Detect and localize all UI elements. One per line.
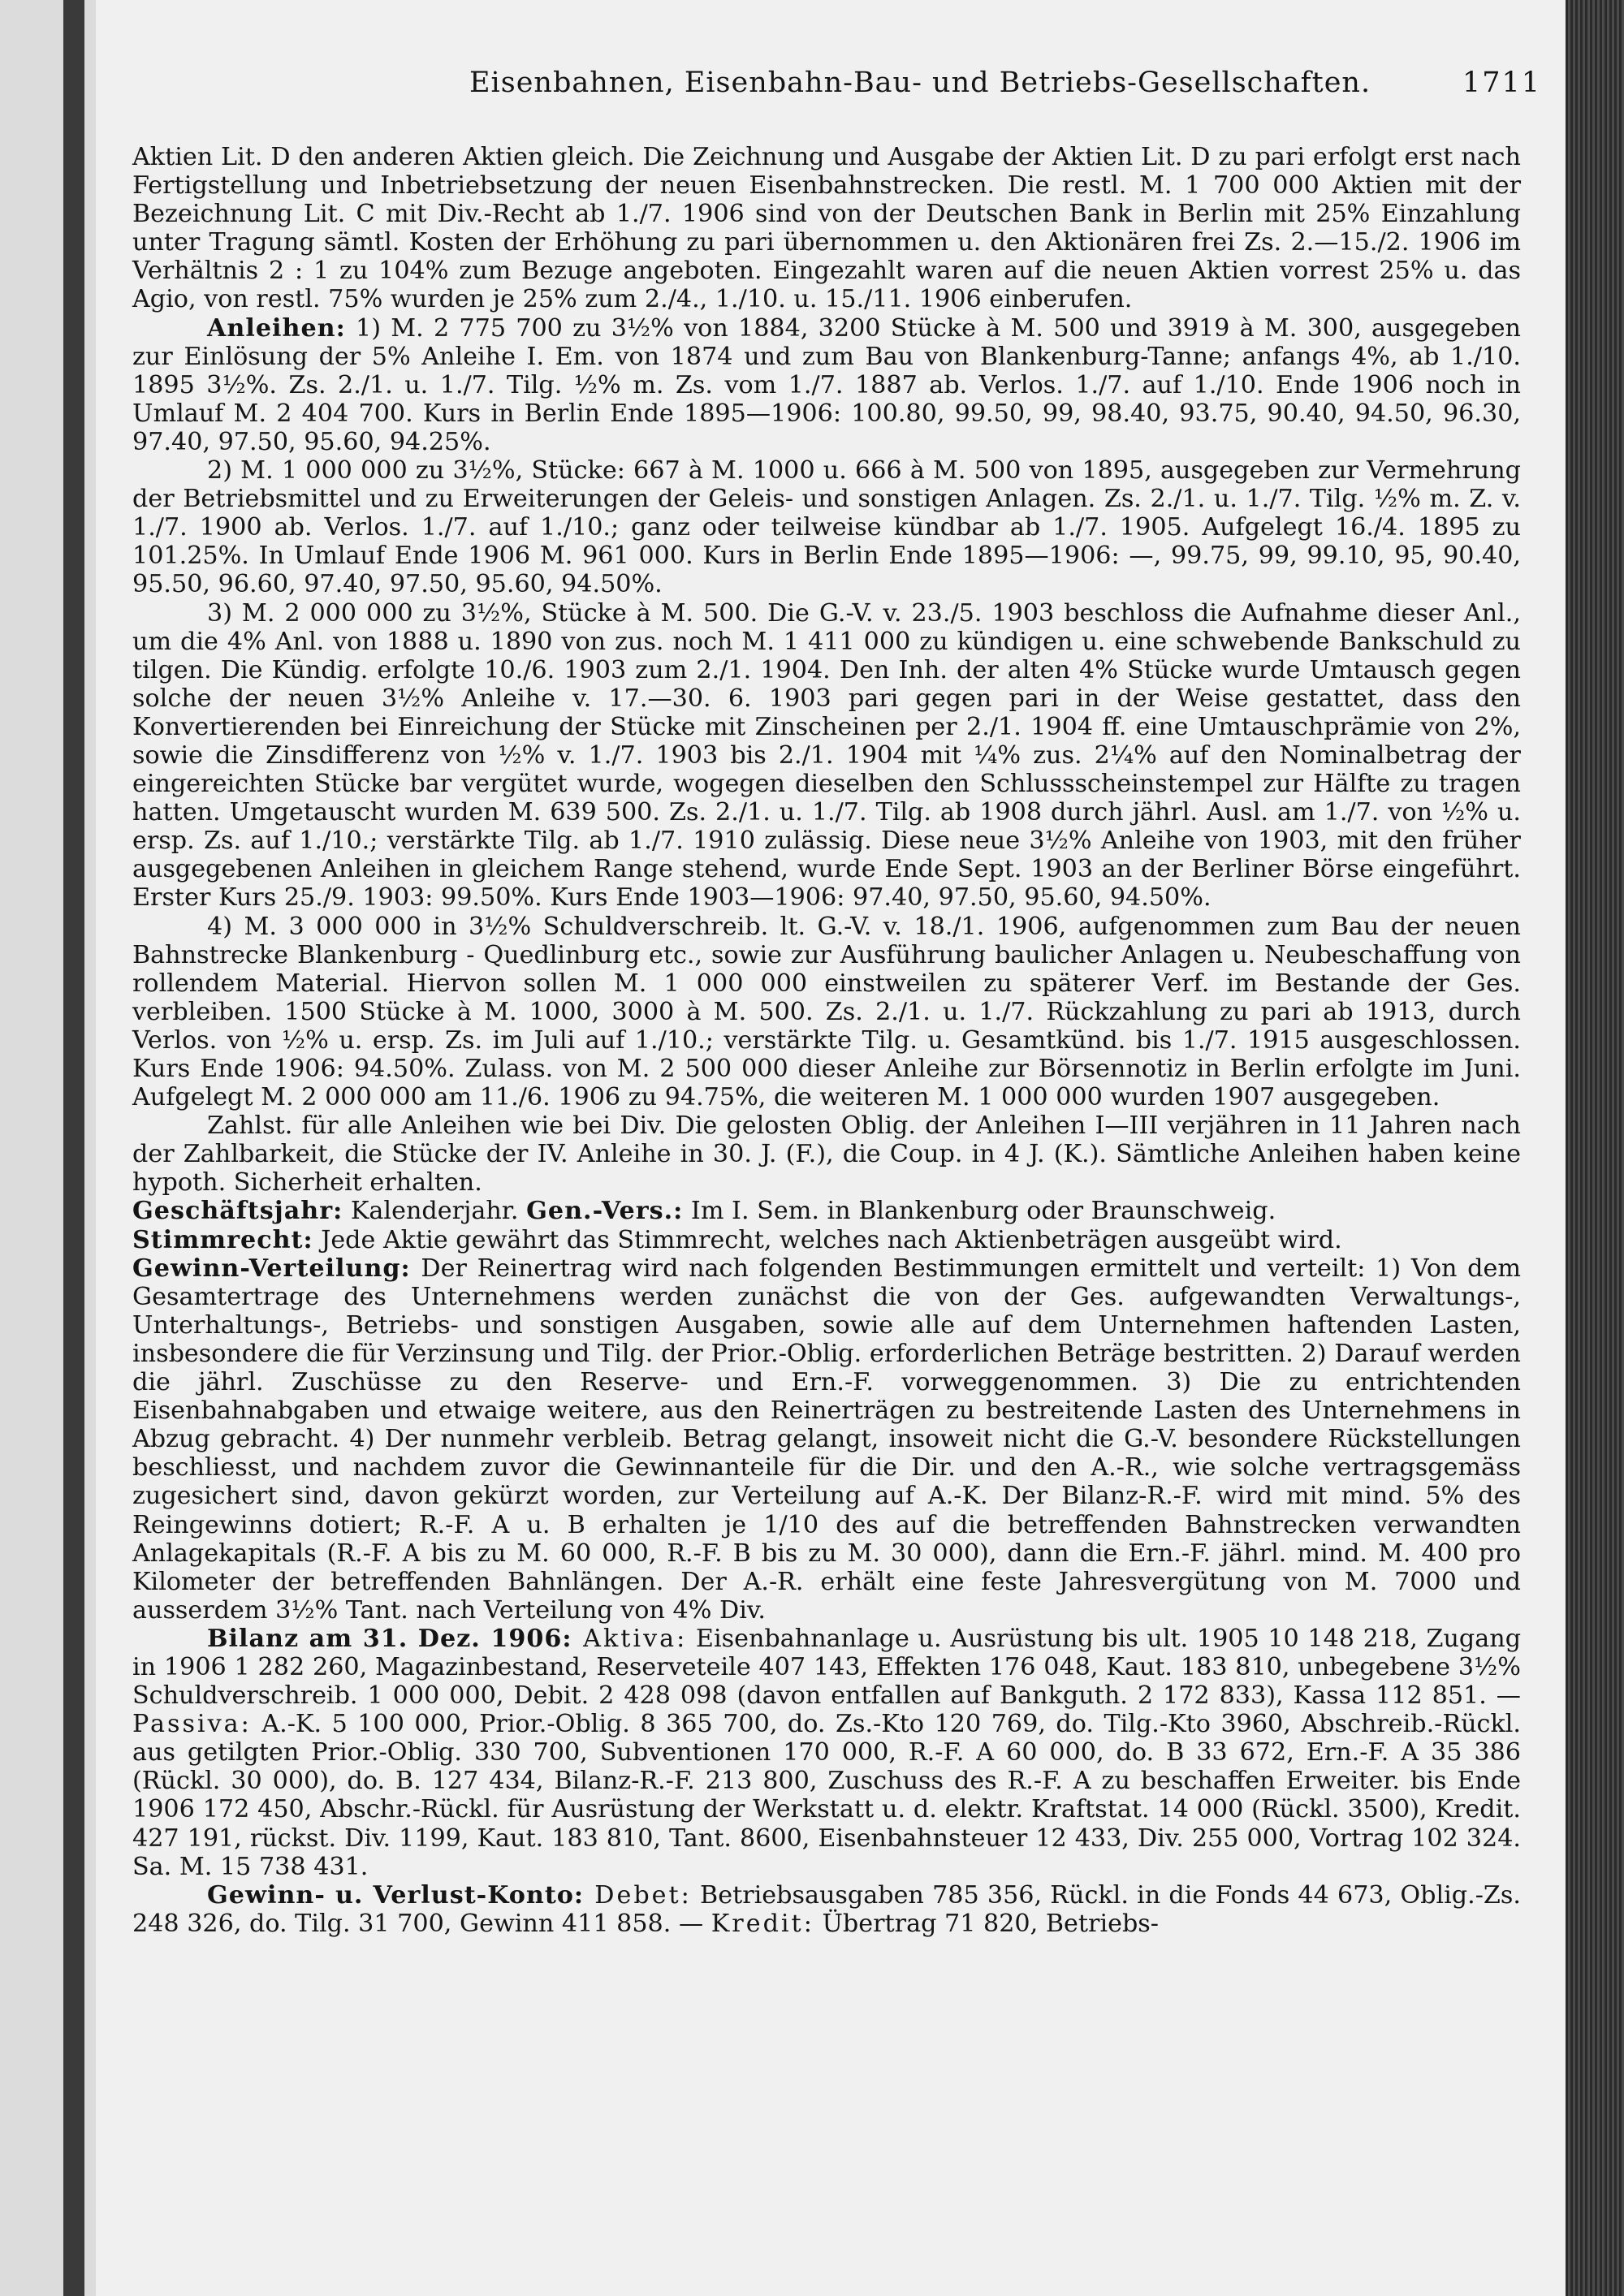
paragraph-stimmrecht — [132, 1226, 1521, 1254]
paragraph-anleihen-4: 4) M. 3 000 000 in 3½% Schuldverschreib. lt. G.-V. v. 18./1. 1906, aufgenommen zum Bau der neuen Bahnstrecke Blankenburg - Quedlinburg etc., sowie zur Ausführung baulicher Anlagen u. Neubeschaffung von rollendem Material. Hiervon sollen M. 1 000 000 einstweilen zu späterer Verf. im Bestande der Ges. verbleiben. 1500 Stücke à M. 1000, 3000 à M. 500. Zs. 2./1. u. 1./7. Rückzahlung zu pari ab 1913, durch Verlos. von ½% u. ersp. Zs. im Juli auf 1./10.; verstärkte Tilg. u. Gesamtkünd. bis 1./7. 1915 ausgeschlossen. Kurs Ende 1906: 94.50%. Zulass. von M. 2 500 000 dieser Anleihe zur Börsennotiz in Berlin erfolgte im Juni. Aufgelegt M. 2 000 000 am 11./6. 1906 zu 94.75%, die weiteren M. 1 000 000 wurden 1907 ausgegeben. — [132, 912, 1521, 1112]
label-kredit: Kredit: — [710, 1909, 814, 1938]
label-debet: Debet: — [584, 1880, 692, 1910]
paragraph-zahlstellen: Zahlst. für alle Anleihen wie bei Div. Die gelosten Oblig. der Anleihen I—III verjähren in 11 Jahren nach der Zahlbarkeit, die Stücke der IV. Anleihe in 30. J. (F.), die Coup. in 4 J. (K.). Sämtliche Anleihen haben keine hypoth. Sicherheit erhalten. — [132, 1111, 1521, 1198]
paragraph-aktien: Aktien Lit. D den anderen Aktien gleich. Die Zeichnung und Ausgabe der Aktien Lit. D zu pari erfolgt erst nach Fertigstellung und Inbetriebsetzung der neuen Eisenbahnstrecken. Die restl. M. 1 700 000 Aktien mit der Bezeichnung Lit. C mit Div.-Recht ab 1./7. 1906 sind von der Deutschen Bank in Berlin mit 25% Einzahlung unter Tragung sämtl. Kosten der Erhöhung zu pari übernommen u. den Aktionären frei Zs. 2.—15./2. 1906 im Verhältnis 2 : 1 zu 104% zum Bezuge angeboten. Eingezahlt waren auf die neuen Aktien vorrest 25% u. das Agio, von restl. 75% wurden je 25% zum 2./4., 1./10. u. 15./11. 1906 einberufen. — [132, 143, 1521, 314]
paragraph-gewinn-verteilung — [132, 1254, 1521, 1625]
stimmrecht-text: Jede Aktie gewährt das Stimmrecht, welches nach Aktienbeträgen ausgeübt wird. — [313, 1225, 1342, 1254]
kredit-text: Übertrag 71 820, Betriebs- — [814, 1909, 1159, 1938]
debet-text: Betriebsausgaben 785 356, Rückl. in die Fonds 44 673, Oblig.-Zs. 248 326, do. Tilg. 31 700, Gewinn 411 858. — — [132, 1880, 1521, 1938]
label-aktiva: Aktiva: — [572, 1624, 688, 1653]
paragraph-gewinn-verlust — [132, 1881, 1521, 1938]
body-text — [132, 143, 1521, 1938]
right-page-edge — [1566, 0, 1624, 2296]
label-gewinn-verlust-konto: Gewinn- u. Verlust-Konto: — [207, 1880, 585, 1910]
label-gen-vers: Gen.-Vers.: — [526, 1197, 684, 1226]
label-passiva: Passiva: — [132, 1710, 252, 1739]
anleihen-1-text: 1) M. 2 775 700 zu 3½% von 1884, 3200 Stücke à M. 500 und 3919 à M. 300, ausgegeben zur Einlösung der 5% Anleihe I. Em. von 1874 und zum Bau von Blankenburg-Tanne; anfangs 4%, ab 1./10. 1895 3½%. Zs. 2./1. u. 1./7. Tilg. ½% m. Zs. vom 1./7. 1887 ab. Verlos. 1./7. auf 1./10. Ende 1906 noch in Umlauf M. 2 404 700. Kurs in Berlin Ende 1895—1906: 100.80, 99.50, 99, 98.40, 93.75, 90.40, 94.50, 96.30, 97.40, 97.50, 95.60, 94.25%. — [132, 313, 1521, 456]
paragraph-bilanz — [132, 1625, 1521, 1881]
label-stimmrecht: Stimmrecht: — [132, 1225, 313, 1254]
paragraph-anleihen-1 — [132, 314, 1521, 456]
gewinn-verteilung-text: Der Reinertrag wird nach folgenden Bestimmungen ermittelt und verteilt: 1) Von dem Gesamtertrage des Unternehmens werden zunächst die von der Ges. aufgewandten Verwaltungs-, Unterhaltungs-, Betriebs- und sonstigen Ausgaben, sowie alle auf dem Unternehmen haftenden Lasten, insbesondere die für Verzinsung und Tilg. der Prior.-Oblig. erforderlichen Beträge bestritten. 2) Darauf werden die jährl. Zuschüsse zu den Reserve- und Ern.-F. vorweggenommen. 3) Die zu entrichtenden Eisenbahnabgaben und etwaige weitere, aus den Reinerträgen zu bestreitende Lasten des Unternehmens in Abzug gebracht. 4) Der nunmehr verbleib. Betrag gelangt, insoweit nicht die G.-V. besondere Rückstellungen beschliesst, und nachdem zuvor die Gewinnanteile für die Dir. und den A.-R., wie solche vertragsgemäss zugesichert sind, davon gekürzt worden, zur Verteilung auf A.-K. Der Bilanz-R.-F. wird mit mind. 5% des Reingewinns dotiert; R.-F. A u. B erhalten je 1/10 des auf die betreffenden Bahnstrecken verwandten Anlagekapitals (R.-F. A bis zu M. 60 000, R.-F. B bis zu M. 30 000), dann die Ern.-F. jährl. mind. M. 400 pro Kilometer der betreffenden Bahnlängen. Der A.-R. erhält eine feste Jahresvergütung von M. 7000 und ausserdem 3½% Tant. nach Verteilung von 4% Div. — [132, 1254, 1521, 1625]
paragraph-anleihen-3: 3) M. 2 000 000 zu 3½%, Stücke à M. 500. Die G.-V. v. 23./5. 1903 beschloss die Aufnahme dieser Anl., um die 4% Anl. von 1888 u. 1890 von zus. noch M. 1 411 000 zu kündigen u. eine schwebende Bankschuld zu tilgen. Die Kündig. erfolgte 10./6. 1903 zum 2./1. 1904. Den Inh. der alten 4% Stücke wurde Umtausch gegen solche der neuen 3½% Anleihe v. 17.—30. 6. 1903 pari gegen pari in der Weise gestattet, dass den Konvertierenden bei Einreichung der Stücke mit Zinscheinen per 2./1. 1904 ff. eine Umtauschprämie von 2%, sowie die Zinsdifferenz von ½% v. 1./7. 1903 bis 2./1. 1904 mit ¼% zus. 2¼% auf den Nominalbetrag der eingereichten Stücke bar vergütet wurde, wogegen dieselben den Schlussscheinstempel zur Hälfte zu tragen hatten. Umgetauscht wurden M. 639 500. Zs. 2./1. u. 1./7. Tilg. ab 1908 durch jährl. Ausl. am 1./7. von ½% u. ersp. Zs. auf 1./10.; verstärkte Tilg. ab 1./7. 1910 zulässig. Diese neue 3½% Anleihe von 1903, mit den früher ausgegebenen Anleihen in gleichem Range stehend, wurde Ende Sept. 1903 an der Berliner Börse eingeführt. Erster Kurs 25./9. 1903: 99.50%. Kurs Ende 1903—1906: 97.40, 97.50, 95.60, 94.50%. — [132, 598, 1521, 913]
page-header — [193, 67, 1541, 107]
label-geschaeftsjahr: Geschäftsjahr: — [132, 1197, 343, 1226]
page-number: 1711 — [1462, 67, 1541, 99]
aktiva-text: Eisenbahnanlage u. Ausrüstung bis ult. 1905 10 148 218, Zugang in 1906 1 282 260, Magazinbestand, Reserveteile 407 143, Effekten 176 048, Kaut. 183 810, unbegebene 3½% Schuldverschreib. 1 000 000, Debit. 2 428 098 (davon entfallen auf Bankguth. 2 172 833), Kassa 112 851. — — [132, 1624, 1522, 1711]
gen-vers-text: Im I. Sem. in Blankenburg oder Braunschweig. — [683, 1197, 1276, 1226]
left-page-edge — [0, 0, 96, 2296]
passiva-text: A.-K. 5 100 000, Prior.-Oblig. 8 365 700, do. Zs.-Kto 120 769, do. Tilg.-Kto 3960, Abschreib.-Rückl. aus getilgten Prior.-Oblig. 330 700, Subventionen 170 000, R.-F. A 60 000, do. B 33 672, Ern.-F. A 35 386 (Rückl. 30 000), do. B. 127 434, Bilanz-R.-F. 213 800, Zuschuss des R.-F. A zu beschaffen Erweiter. bis Ende 1906 172 450, Abschr.-Rückl. für Ausrüstung der Werkstatt u. d. elektr. Kraftstat. 14 000 (Rückl. 3500), Kredit. 427 191, rückst. Div. 1199, Kaut. 183 810, Tant. 8600, Eisenbahnsteuer 12 433, Div. 255 000, Vortrag 102 324. Sa. M. 15 738 431. — [132, 1710, 1521, 1881]
label-bilanz: Bilanz am 31. Dez. 1906: — [207, 1624, 572, 1653]
book-spine — [63, 0, 84, 2296]
label-gewinn-verteilung: Gewinn-Verteilung: — [132, 1254, 411, 1283]
geschaeftsjahr-text: Kalenderjahr. — [343, 1197, 527, 1226]
running-title: Eisenbahnen, Eisenbahn-Bau- und Betriebs-Gesellschaften. — [469, 67, 1371, 99]
document-page — [96, 0, 1566, 2296]
paragraph-anleihen-2: 2) M. 1 000 000 zu 3½%, Stücke: 667 à M. 1000 u. 666 à M. 500 von 1895, ausgegeben zur Vermehrung der Betriebsmittel und zu Erweiterungen der Geleis- und sonstigen Anlagen. Zs. 2./1. u. 1./7. Tilg. ½% m. Z. v. 1./7. 1900 ab. Verlos. 1./7. auf 1./10.; ganz oder teilweise kündbar ab 1./7. 1905. Aufgelegt 16./4. 1895 zu 101.25%. In Umlauf Ende 1906 M. 961 000. Kurs in Berlin Ende 1895—1906: —, 99.75, 99, 99.10, 95, 90.40, 95.50, 96.60, 97.40, 97.50, 95.60, 94.50%. — [132, 456, 1521, 599]
paragraph-geschaeftsjahr — [132, 1197, 1521, 1225]
section-label-anleihen: Anleihen: — [207, 313, 346, 343]
